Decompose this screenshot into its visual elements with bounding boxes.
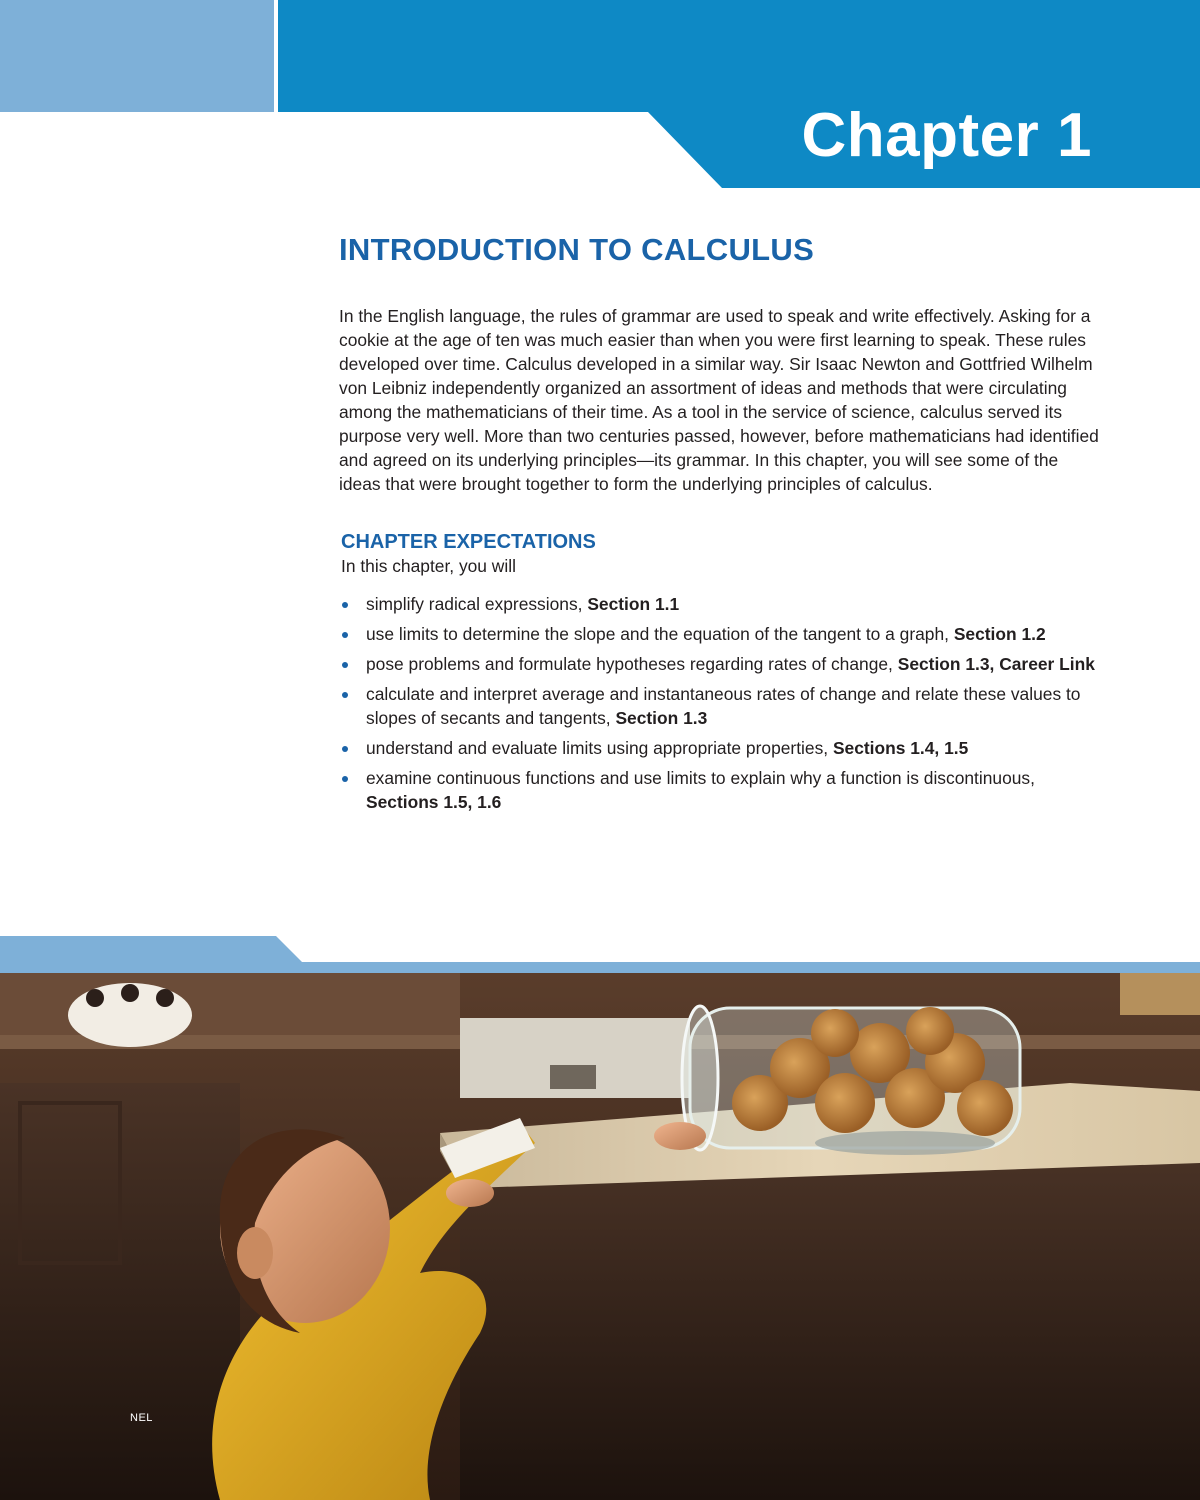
bullet-icon	[342, 662, 348, 668]
list-item	[339, 766, 1099, 814]
section-reference: Section 1.3	[615, 708, 708, 728]
cookie-jar	[682, 1006, 1020, 1155]
list-item	[339, 652, 1099, 676]
cookie-jar-photo	[0, 973, 1200, 1500]
cookie	[815, 1073, 875, 1133]
list-item	[339, 622, 1099, 646]
expectation-text: examine continuous functions and use limits to explain why a function is discontinuous,	[366, 768, 1035, 788]
child-hand	[654, 1122, 706, 1150]
counter-front	[460, 1148, 1200, 1500]
main-content	[339, 230, 1099, 820]
flower-dot	[156, 989, 174, 1007]
bullet-icon	[342, 692, 348, 698]
expectations-intro: In this chapter, you will	[341, 556, 516, 576]
section-reference: Sections 1.4, 1.5	[832, 738, 969, 758]
expectation-text: calculate and interpret average and instantaneous rates of change and relate these values to slopes of secants and tangents,	[366, 684, 1081, 728]
flower-dot	[86, 989, 104, 1007]
section-reference: Section 1.3, Career Link	[897, 654, 1095, 674]
expectations-list	[339, 592, 1099, 814]
cookie	[811, 1009, 859, 1057]
list-item	[339, 592, 1099, 616]
cookie	[906, 1007, 954, 1055]
cookie	[957, 1080, 1013, 1136]
wicker-basket	[1120, 973, 1200, 1015]
bullet-icon	[342, 602, 348, 608]
child-ear	[237, 1227, 273, 1279]
back-cabinet	[0, 973, 460, 1043]
header-light-block	[0, 0, 274, 112]
bullet-icon	[342, 776, 348, 782]
bullet-icon	[342, 632, 348, 638]
list-item	[339, 736, 1099, 760]
section-reference: Sections 1.5, 1.6	[366, 792, 502, 812]
chapter-label: Chapter 1	[801, 101, 1092, 170]
expectation-text: understand and evaluate limits using appropriate properties,	[366, 738, 833, 758]
expectation-text: pose problems and formulate hypotheses regarding rates of change,	[366, 654, 898, 674]
publisher-mark: NEL	[130, 1412, 153, 1424]
child-hand	[446, 1179, 494, 1207]
bullet-icon	[342, 746, 348, 752]
photo-top-band	[0, 936, 1200, 976]
expectation-text: use limits to determine the slope and the equation of the tangent to a graph,	[366, 624, 954, 644]
band-left-tab	[0, 936, 1200, 976]
section-reference: Section 1.2	[953, 624, 1046, 644]
stove-knob-plate	[550, 1065, 596, 1089]
section-reference: Section 1.1	[587, 594, 680, 614]
expectation-text: simplify radical expressions,	[366, 594, 588, 614]
expectations-heading: CHAPTER EXPECTATIONS	[341, 531, 596, 553]
list-item	[339, 682, 1099, 730]
page-title: INTRODUCTION TO CALCULUS	[339, 232, 815, 267]
jar-lid	[815, 1131, 995, 1155]
flower-dot	[121, 984, 139, 1002]
intro-paragraph: In the English language, the rules of grammar are used to speak and write effectively. Asking for a cookie at the age of ten was much easier than when you were first learning to speak. These rules developed over time. Calculus developed in a similar way. Sir Isaac Newton and Gottfried Wilhelm von Leibniz independently organized an assortment of ideas and methods that were circulating among the mathematicians of their time. As a tool in the service of science, calculus served its purpose very well. More than two centuries passed, however, before mathematicians had identified and agreed on its underlying principles—its grammar. In this chapter, you will see some of the ideas that were brought together to form the underlying principles of calculus.	[339, 306, 1099, 494]
